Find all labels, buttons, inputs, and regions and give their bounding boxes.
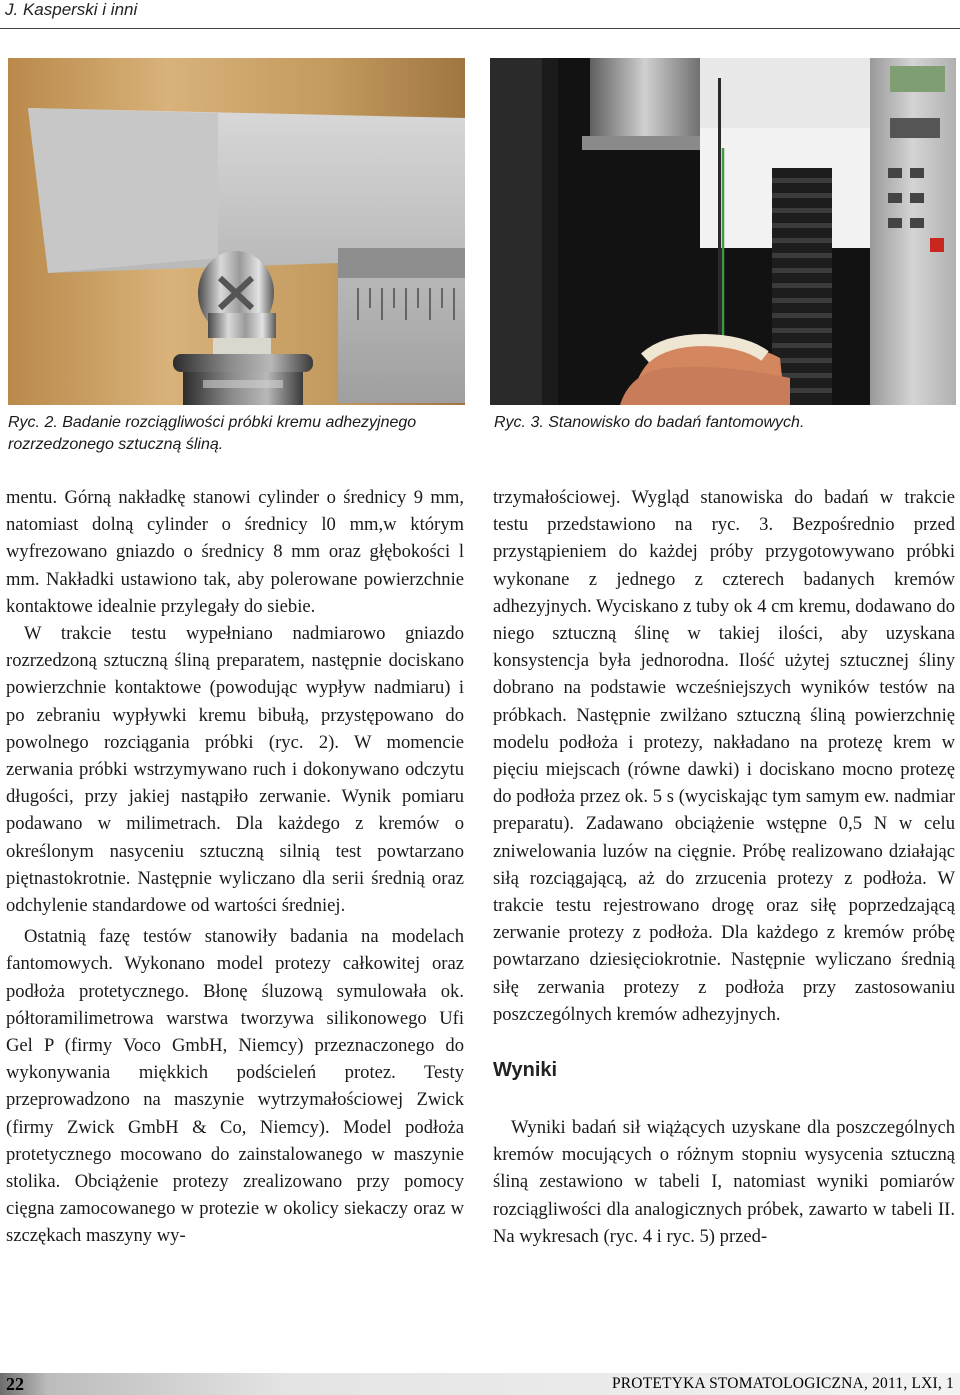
figure-caption-tensile: Ryc. 2. Badanie rozciągliwości próbki kremu adhezyjnego rozrzedzonego sztuczną śliną. — [8, 414, 417, 453]
figure-tensile-test-photo — [8, 58, 465, 405]
figure-caption-phantom: Ryc. 3. Stanowisko do badań fantomowych. — [494, 414, 805, 431]
section-heading-results: Wyniki — [493, 1059, 558, 1082]
body-paragraph: Ostatnią fazę testów stanowiły badania na modelach fantomowych. Wykonano model protezy całkowitej oraz podłoża protetycznego. Błonę śluzową symulowała ok. półtoramilimetrowa warstwa tworzywa silikonowego Ufi Gel P (firmy Voco GmbH, Niemcy) przeznaczonego do wykonywania miękkich podścieleń protez. Testy przeprowadzono na maszynie wytrzymałościowej Zwick (firmy Zwick GmbH & Co, Niemcy). Model podłoża protetycznego mocowano do zainstalowanego w maszynie stolika. Obciążenie protezy zrealizowano przy pomocy cięgna zamocowanego w protezie w okolicy siekaczy oraz w szczękach maszyny wy- — [6, 926, 464, 1247]
journal-name: PROTETYKA STOMATOLOGICZNA, 2011, LXI, 1 — [611, 1375, 954, 1392]
figure-phantom-station-photo — [490, 58, 956, 405]
body-paragraph: mentu. Górną nakładkę stanowi cylinder o średnicy 9 mm, natomiast dolną cylinder o średnicy l0 mm,w którym wyfrezowano gniazdo o średnicy 8 mm oraz głębokości l mm. Nakładki ustawiono tak, aby polerowane powierzchnie kontaktowe idealnie przylegały do siebie. — [6, 487, 464, 617]
left-text-column — [6, 484, 464, 1250]
body-paragraph: W trakcie testu wypełniano nadmiarowo gniazdo rozrzedzoną sztuczną śliną preparatem, następnie dociskano powierzchnie kontaktowe (powodując wypływ nadmiaru) i po zebraniu wypływki kremu bibułą, przystępowano do powolnego rozciągania próbki (ryc. 2). W momencie zerwania próbki wstrzymywano ruch i dokonywano odczytu długości, przy jakiej nastąpiło zerwanie. Wynik pomiaru podawano w milimetrach. Dla każdego z kremów o określonym nasyceniu sztuczną silnią test powtarzano piętnastokrotnie. Następnie wyliczano dla serii średnią oraz odchylenie standardowe od wartości średniej. — [6, 623, 464, 917]
running-head: J. Kasperski i inni — [5, 0, 138, 19]
page-number: 22 — [6, 1374, 24, 1394]
right-text-column — [493, 484, 955, 1250]
body-paragraph: trzymałościowej. Wygląd stanowiska do badań w trakcie testu przedstawiono na ryc. 3. Bezpośrednio przed przystąpieniem do każdej próby przygotowywano próbki wykonane z jednego z czterech badanych kremów adhezyjnych. Wyciskano z tuby ok 4 cm kremu, dodawano do niego sztuczną ślinę w takiej ilości, aby uzyskana konsystencja była jednorodna. Ilość użytej sztucznej śliny dobrano na podstawie wcześniejszych wyników testów na próbkach. Następnie zwilżano sztuczną śliną powierzchnię modelu podłoża i protezy, nakładano na protezę krem w pięciu miejscach (równe dawki) i dociskano mocno protezę do podłoża przez ok. 5 s (wyciskając tym samym ew. nadmiar preparatu). Zadawano obciążenie wstępne 0,5 N w celu zniwelowania luzów na cięgnie. Próbę realizowano działając siłą rozciągającą, aż do zrzucenia protezy z podłoża. W trakcie testu rejestrowano drogę oraz siłę poprzedzającą zerwanie protezy z podłoża. Dla każdego z kremów próbę powtarzano dziesięciokrotnie. Następnie wyliczano średnią siłę zerwania protezy z podłoża przy zastosowaniu poszczególnych kremów adhezyjnych. — [493, 487, 955, 1025]
body-paragraph: Wyniki badań sił wiążących uzyskane dla poszczególnych kremów mocujących o różnym stopniu wysycenia sztuczną śliną zestawiono w tabeli I, natomiast wyniki pomiarów rozciągliwości dla analogicznych próbek, zawarto w tabeli II. Na wykresach (ryc. 4 i ryc. 5) przed- — [493, 1117, 955, 1247]
header-rule — [0, 28, 960, 29]
